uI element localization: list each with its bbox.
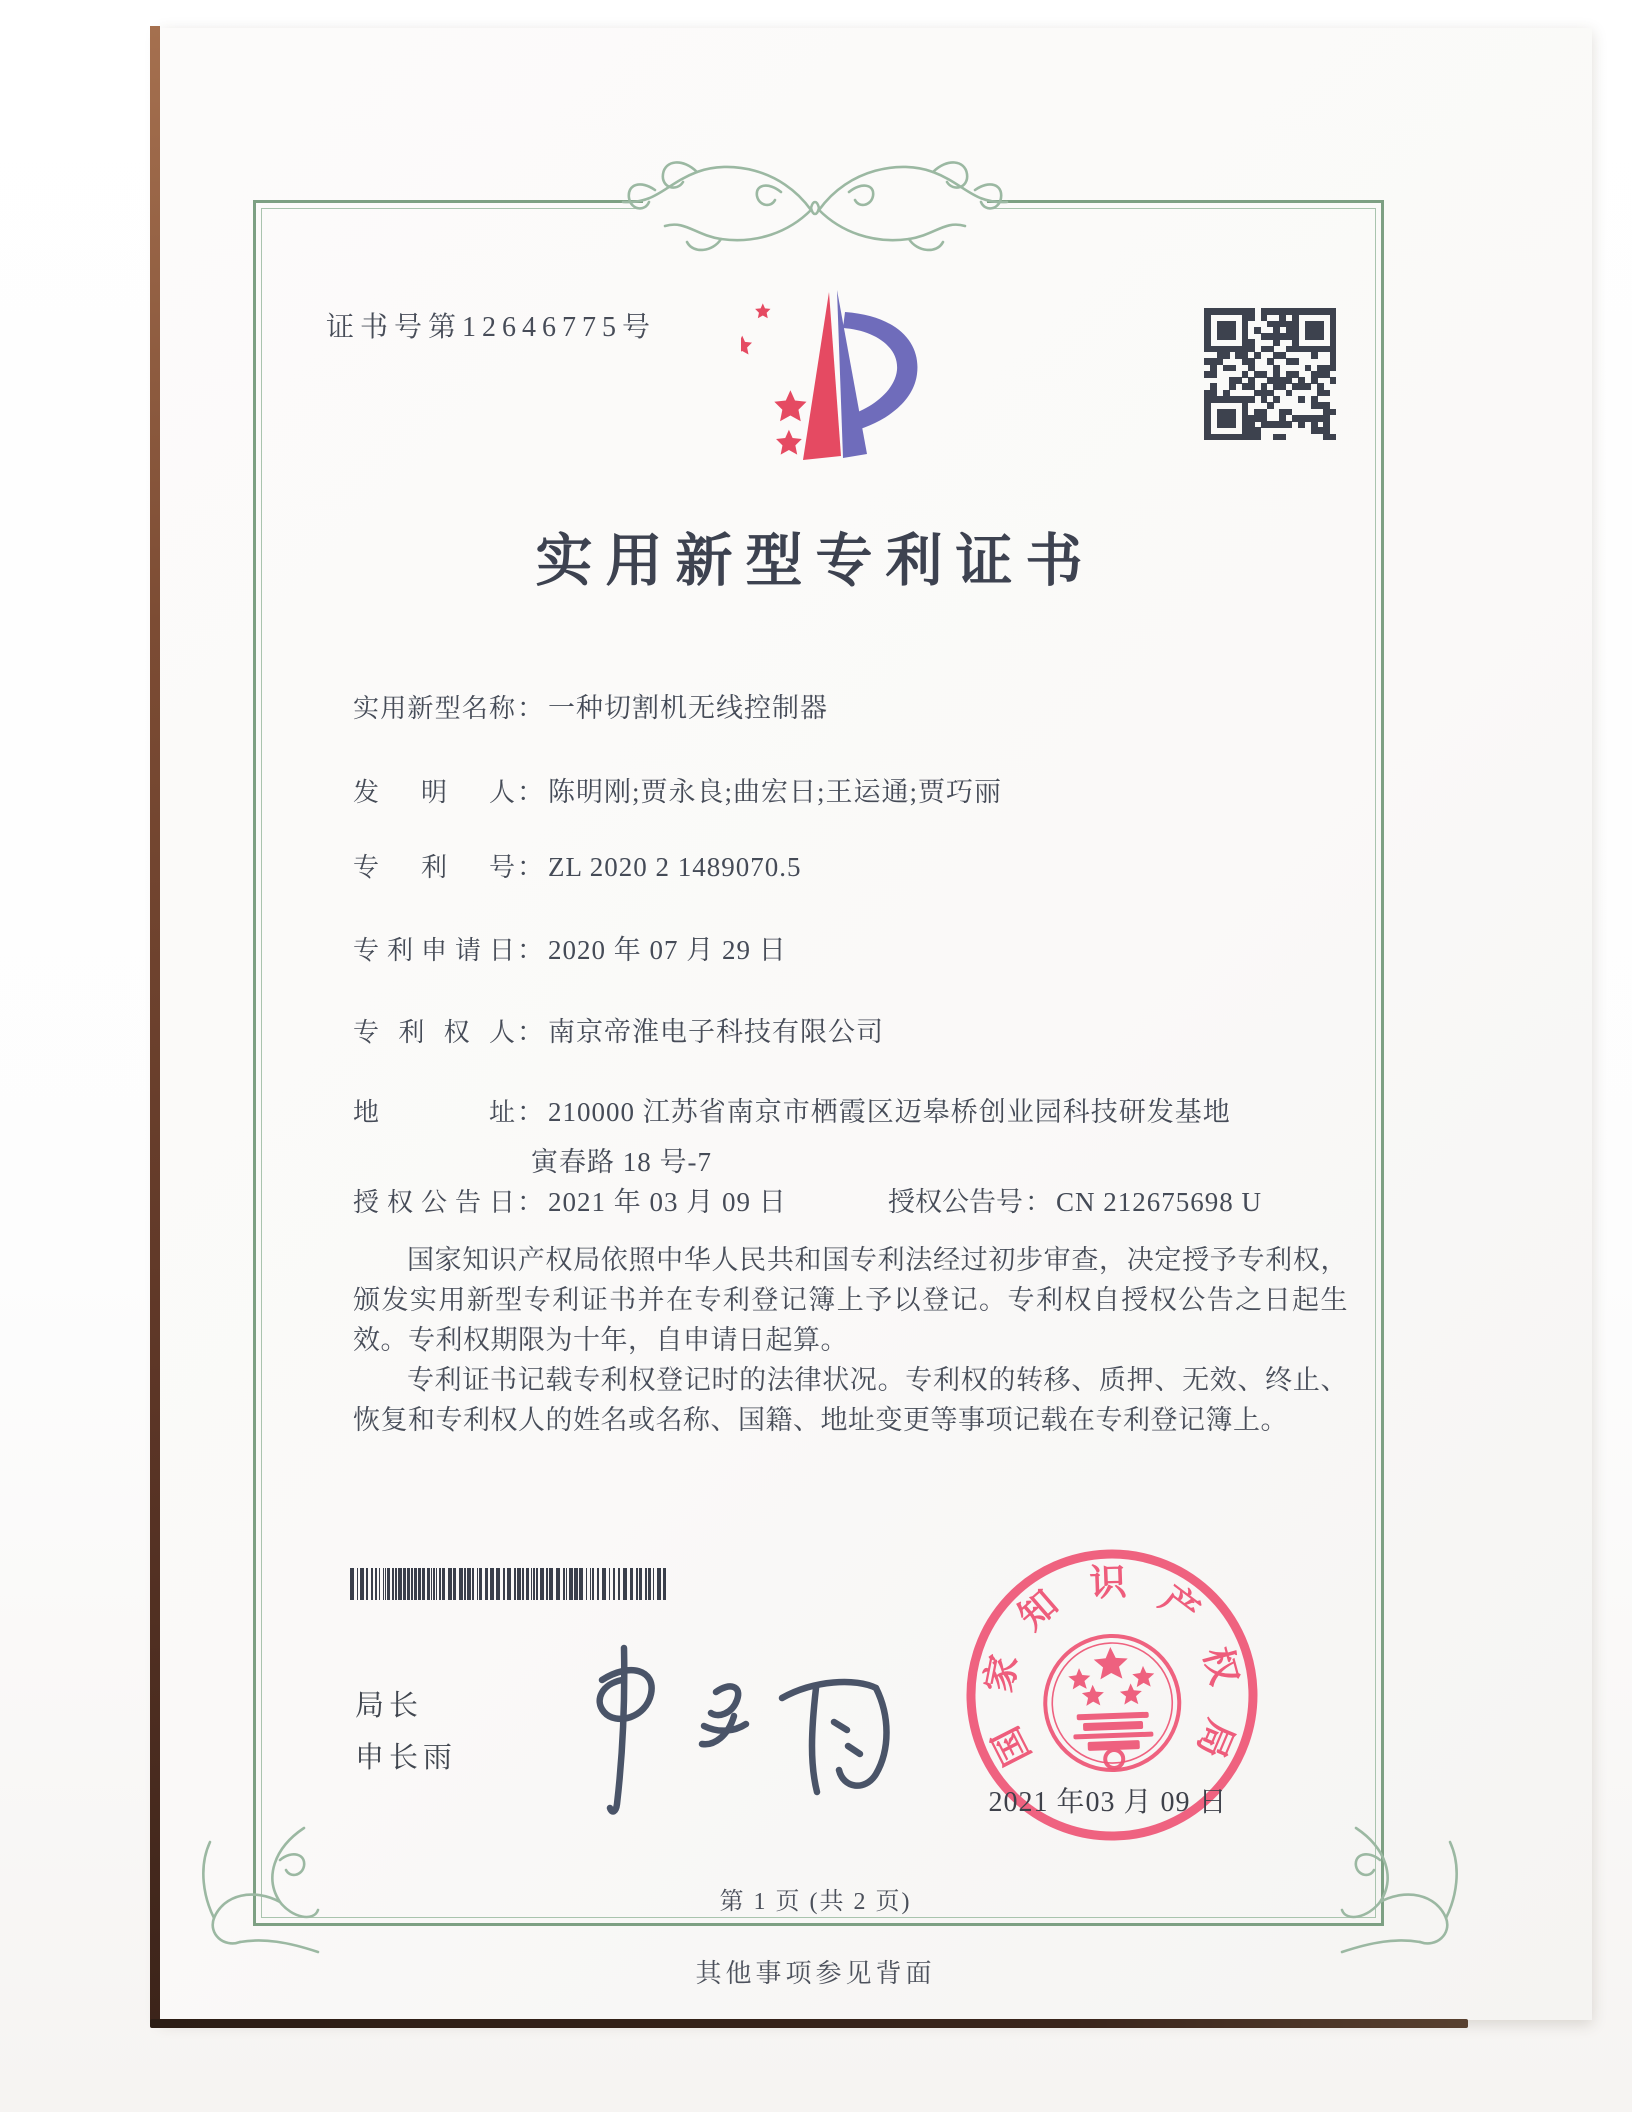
- certificate-number: 证书号第12646775号: [326, 312, 657, 343]
- field-colon: ：: [517, 1187, 544, 1217]
- field-label: 专利权人: [353, 1018, 515, 1047]
- field-label: 发明人: [353, 778, 515, 807]
- field-label: 专利号: [353, 853, 515, 882]
- field-colon: ：: [517, 1097, 544, 1127]
- director-signature-icon: [538, 1636, 928, 1826]
- field-label: 专利申请日: [353, 936, 515, 965]
- field-row-patentee: [353, 1010, 884, 1049]
- svg-text:局: 局: [1188, 1713, 1241, 1764]
- barcode: [350, 1568, 670, 1600]
- page-indicator: 第 1 页 (共 2 页): [719, 1889, 912, 1915]
- field-colon: ：: [517, 852, 544, 882]
- field-row-grant-no: [888, 1180, 1262, 1219]
- svg-text:产: 产: [1151, 1578, 1207, 1634]
- director-title: 局长: [355, 1690, 424, 1722]
- svg-text:权: 权: [1195, 1642, 1245, 1690]
- field-row-name: [353, 686, 828, 725]
- field-colon: ：: [517, 1017, 544, 1047]
- field-row-grant-date: [353, 1180, 787, 1219]
- seal-date: 2021 年03 月 09 日: [988, 1787, 1228, 1818]
- paper-left-edge: [150, 26, 160, 2024]
- field-row-inventors: [353, 770, 1002, 809]
- svg-text:国: 国: [985, 1719, 1040, 1772]
- svg-text:识: 识: [1088, 1562, 1128, 1605]
- field-value: 2020 年 07 月 29 日: [548, 935, 787, 965]
- field-value: 2021 年 03 月 09 日: [548, 1187, 787, 1217]
- paper-bottom-edge: [150, 2019, 1468, 2028]
- certificate-title: 实用新型专利证书: [535, 530, 1096, 593]
- legal-paragraph-1: 国家知识产权局依照中华人民共和国专利法经过初步审查，决定授予专利权，颁发实用新型专利证书并在专利登记簿上予以登记。专利权自授权公告之日起生效。专利权期限为十年，自申请日起算。: [353, 1245, 1348, 1355]
- svg-text:知: 知: [1011, 1583, 1067, 1639]
- field-row-filing-date: [353, 928, 787, 967]
- field-row-patent-no: [353, 845, 801, 884]
- field-label: 实用新型名称: [353, 694, 515, 723]
- field-value: 陈明刚;贾永良;曲宏日;王运通;贾巧丽: [548, 777, 1003, 807]
- field-value-address-line2: 寅春路 18 号-7: [531, 1147, 712, 1177]
- legal-text: [353, 1240, 1348, 1440]
- field-value: CN 212675698 U: [1056, 1187, 1263, 1217]
- back-note: 其他事项参见背面: [695, 1959, 936, 1988]
- field-colon: ：: [517, 935, 544, 965]
- field-row-address: [353, 1090, 1231, 1129]
- cnipa-logo-icon: [741, 286, 923, 464]
- field-value: 一种切割机无线控制器: [548, 693, 828, 723]
- field-colon: ：: [517, 777, 544, 807]
- field-label: 授权公告号: [888, 1187, 1023, 1217]
- field-value: 210000 江苏省南京市栖霞区迈皋桥创业园科技研发基地: [548, 1097, 1231, 1127]
- field-colon: ：: [517, 693, 544, 723]
- field-value: ZL 2020 2 1489070.5: [548, 852, 802, 882]
- director-name: 申长雨: [355, 1742, 458, 1774]
- field-label: 地址: [353, 1098, 515, 1127]
- certificate-paper: [160, 28, 1592, 2020]
- svg-text:家: 家: [978, 1651, 1027, 1696]
- field-value: 南京帝淮电子科技有限公司: [548, 1017, 884, 1047]
- field-label: 授权公告日: [353, 1188, 515, 1217]
- legal-paragraph-2: 专利证书记载专利权登记时的法律状况。专利权的转移、质押、无效、终止、恢复和专利权人的姓名或名称、国籍、地址变更等事项记载在专利登记簿上。: [353, 1365, 1348, 1435]
- qr-code: [1204, 308, 1336, 440]
- field-colon: ：: [1025, 1187, 1052, 1217]
